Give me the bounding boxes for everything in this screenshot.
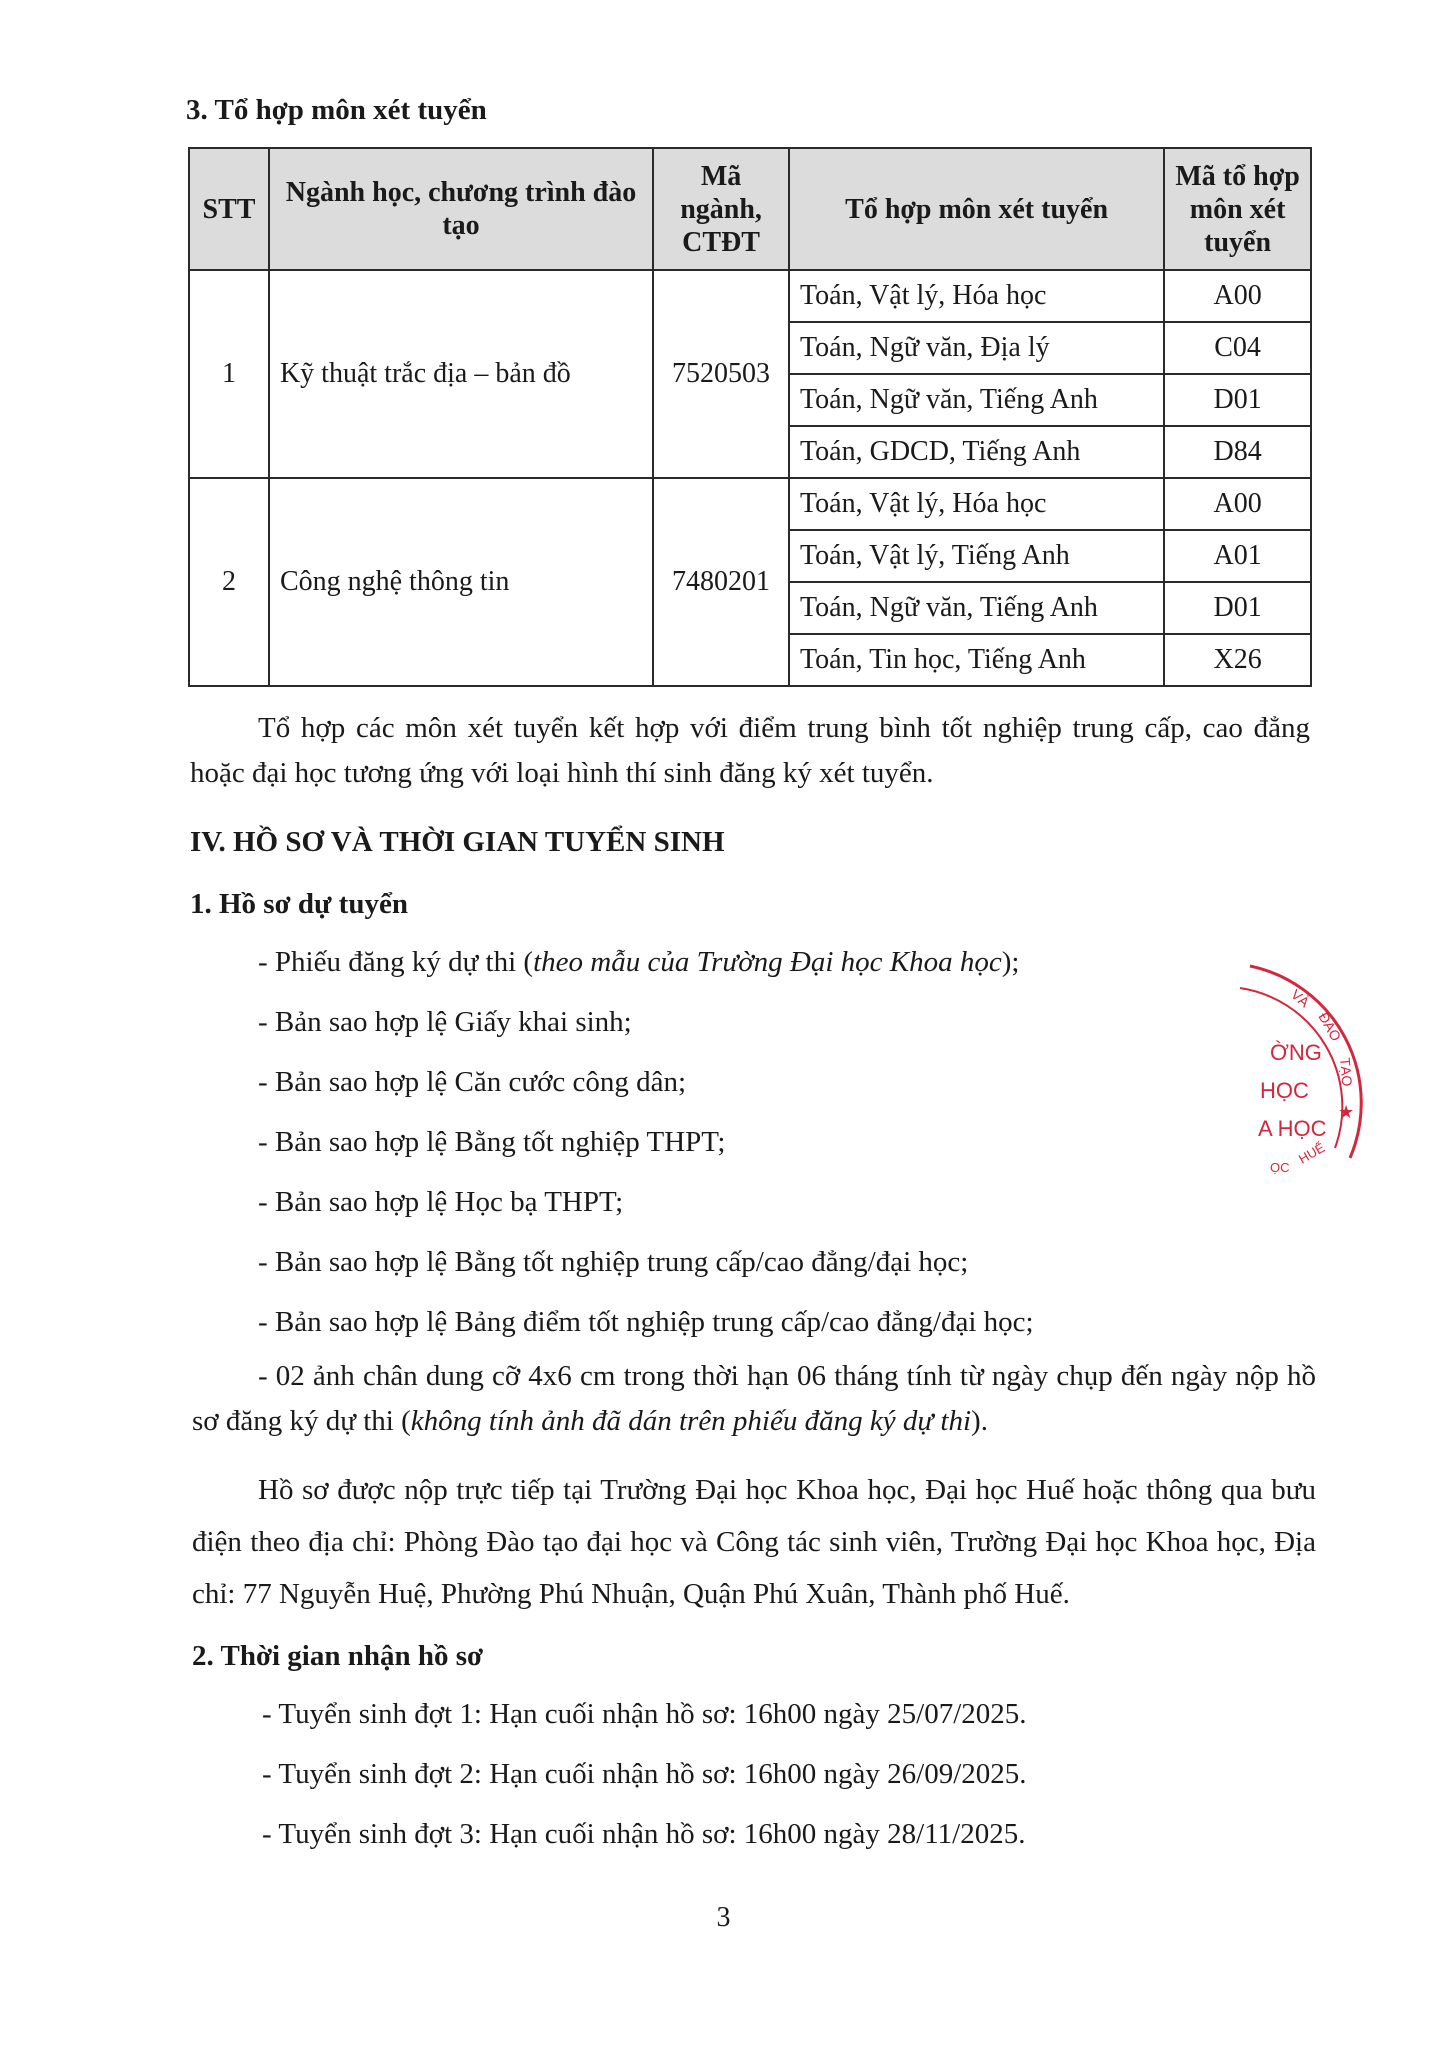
- svg-text:ỌC: ỌC: [1270, 1160, 1290, 1175]
- cell-combination-code: D84: [1164, 426, 1311, 478]
- cell-program-code: 7480201: [653, 478, 789, 686]
- svg-text:HỌC: HỌC: [1260, 1078, 1309, 1103]
- list-item: - Tuyển sinh đợt 1: Hạn cuối nhận hồ sơ: 16h00 ngày 25/07/2025.: [262, 1698, 1027, 1730]
- header-stt: STT: [189, 148, 269, 270]
- list-item-italic: theo mẫu của Trường Đại học Khoa học: [533, 946, 1002, 978]
- svg-text:A HỌC: A HỌC: [1258, 1116, 1327, 1141]
- cell-program: Công nghệ thông tin: [269, 478, 653, 686]
- header-program-code: Mã ngành, CTĐT: [653, 148, 789, 270]
- cell-combination-code: C04: [1164, 322, 1311, 374]
- list-item: - Bản sao hợp lệ Bảng điểm tốt nghiệp trung cấp/cao đẳng/đại học;: [258, 1306, 1034, 1338]
- list-item: - Tuyển sinh đợt 2: Hạn cuối nhận hồ sơ: 16h00 ngày 26/09/2025.: [262, 1758, 1027, 1790]
- cell-subjects: Toán, Ngữ văn, Địa lý: [789, 322, 1164, 374]
- cell-combination-code: A00: [1164, 270, 1311, 322]
- subsection-2-heading: 2. Thời gian nhận hồ sơ: [192, 1640, 484, 1672]
- combination-note: Tổ hợp các môn xét tuyển kết hợp với điểm trung bình tốt nghiệp trung cấp, cao đẳng hoặc đại học tương ứng với loại hình thí sinh đăng ký xét tuyển.: [190, 712, 1310, 789]
- header-program: Ngành học, chương trình đào tạo: [269, 148, 653, 270]
- submission-info: Hồ sơ được nộp trực tiếp tại Trường Đại học Khoa học, Đại học Huế hoặc thông qua bưu điện theo địa chỉ: Phòng Đào tạo đại học và Công tác sinh viên, Trường Đại học Khoa học, Địa chỉ: 77 Nguyễn Huệ, Phường Phú Nhuận, Quận Phú Xuân, Thành phố Huế.: [192, 1474, 1316, 1610]
- svg-text:VÀ: VÀ: [1288, 986, 1313, 1011]
- list-item: - Tuyển sinh đợt 3: Hạn cuối nhận hồ sơ: 16h00 ngày 28/11/2025.: [262, 1818, 1026, 1850]
- official-seal-stamp: [1230, 958, 1380, 1198]
- photo-text: - 02 ảnh chân dung cỡ 4x6 cm trong thời hạn 06 tháng tính từ ngày chụp đến ngày nộp hồ sơ đăng ký dự thi (: [192, 1360, 1316, 1437]
- cell-subjects: Toán, Vật lý, Hóa học: [789, 478, 1164, 530]
- table-row: [189, 478, 1311, 530]
- cell-stt: 2: [189, 478, 269, 686]
- admission-combination-table: [188, 147, 1312, 687]
- cell-program: Kỹ thuật trắc địa – bản đồ: [269, 270, 653, 478]
- section-4-heading: IV. HỒ SƠ VÀ THỜI GIAN TUYỂN SINH: [190, 826, 725, 858]
- list-item: [258, 946, 1019, 979]
- list-item-text: );: [1001, 946, 1020, 978]
- subsection-1-heading: 1. Hồ sơ dự tuyển: [190, 888, 408, 920]
- cell-combination-code: D01: [1164, 582, 1311, 634]
- list-item: - Bản sao hợp lệ Căn cước công dân;: [258, 1066, 687, 1098]
- list-item: - Bản sao hợp lệ Học bạ THPT;: [258, 1186, 624, 1218]
- cell-subjects: Toán, Tin học, Tiếng Anh: [789, 634, 1164, 686]
- list-item-text: - Phiếu đăng ký dự thi (: [258, 946, 534, 978]
- cell-subjects: Toán, GDCD, Tiếng Anh: [789, 426, 1164, 478]
- cell-combination-code: A00: [1164, 478, 1311, 530]
- cell-subjects: Toán, Ngữ văn, Tiếng Anh: [789, 582, 1164, 634]
- header-combination: Tổ hợp môn xét tuyển: [789, 148, 1164, 270]
- cell-combination-code: X26: [1164, 634, 1311, 686]
- list-item: - Bản sao hợp lệ Bằng tốt nghiệp THPT;: [258, 1126, 726, 1158]
- svg-text:ĐÀO: ĐÀO: [1315, 1009, 1345, 1044]
- section-3-heading: 3. Tổ hợp môn xét tuyển: [186, 94, 487, 126]
- svg-text:ỜNG: ỜNG: [1270, 1040, 1322, 1065]
- photo-italic: không tính ảnh đã dán trên phiếu đăng ký dự thi: [410, 1405, 972, 1437]
- list-item: - Bản sao hợp lệ Bằng tốt nghiệp trung cấp/cao đẳng/đại học;: [258, 1246, 969, 1278]
- cell-subjects: Toán, Vật lý, Tiếng Anh: [789, 530, 1164, 582]
- list-item: - Bản sao hợp lệ Giấy khai sinh;: [258, 1006, 632, 1038]
- svg-text:★: ★: [1338, 1102, 1355, 1123]
- photo-requirement: [192, 1354, 1316, 1444]
- cell-subjects: Toán, Vật lý, Hóa học: [789, 270, 1164, 322]
- cell-combination-code: A01: [1164, 530, 1311, 582]
- page-number: 3: [716, 1902, 731, 1933]
- cell-combination-code: D01: [1164, 374, 1311, 426]
- cell-program-code: 7520503: [653, 270, 789, 478]
- photo-text: ).: [971, 1405, 988, 1437]
- table-header-row: [189, 148, 1311, 270]
- svg-text:TẠO: TẠO: [1337, 1056, 1356, 1087]
- cell-stt: 1: [189, 270, 269, 478]
- header-combination-code: Mã tổ hợp môn xét tuyển: [1164, 148, 1311, 270]
- table-row: [189, 270, 1311, 322]
- cell-subjects: Toán, Ngữ văn, Tiếng Anh: [789, 374, 1164, 426]
- svg-text:HUẾ: HUẾ: [1296, 1139, 1328, 1167]
